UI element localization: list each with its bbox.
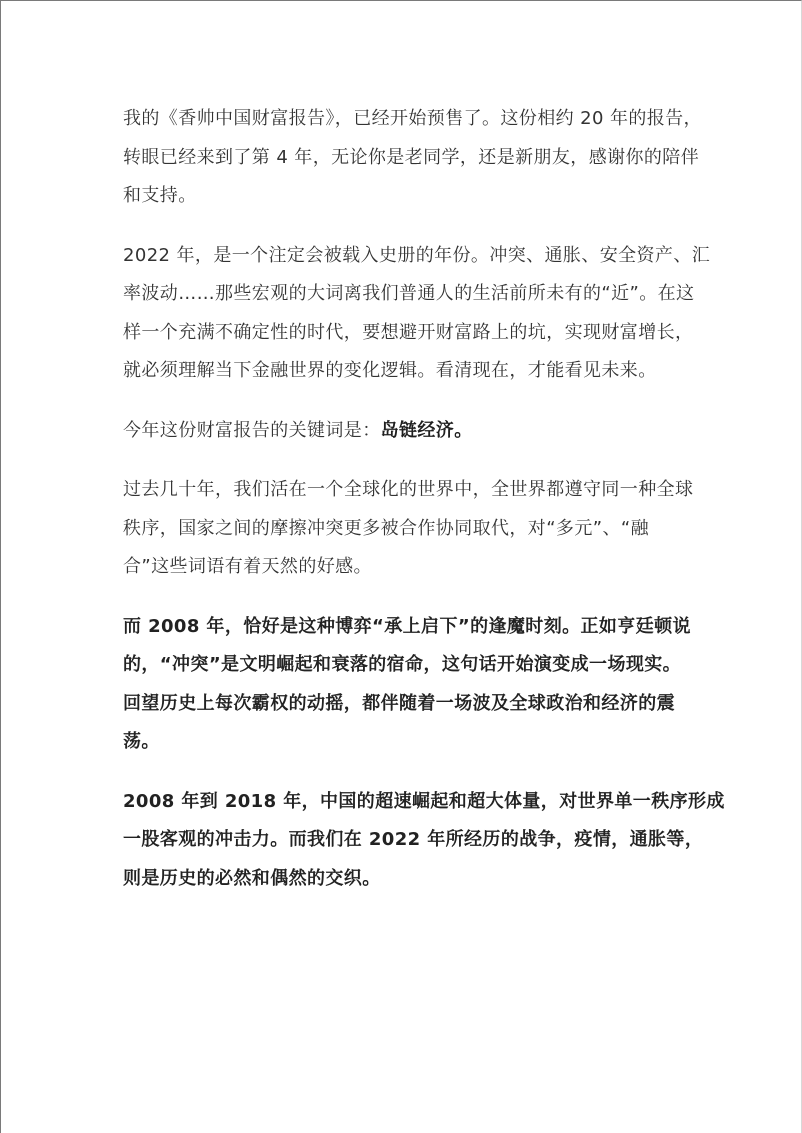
text-line: 就必须理解当下金融世界的变化逻辑。看清现在，才能看见未来。 bbox=[123, 360, 657, 381]
text-line: 秩序，国家之间的摩擦冲突更多被合作协同取代，对“多元”、“融 bbox=[123, 517, 649, 539]
text-line: 和支持。 bbox=[123, 185, 197, 206]
paragraph-keyword bbox=[123, 412, 695, 451]
text-line: 荡。 bbox=[123, 731, 160, 752]
paragraph-2008-bold bbox=[123, 608, 695, 762]
text-line: 过去几十年，我们活在一个全球化的世界中，全世界都遵守同一种全球 bbox=[123, 479, 694, 500]
text-line: 2008 年到 2018 年，中国的超速崛起和超大体量，对世界单一秩序形成 bbox=[123, 790, 725, 812]
paragraph-2008-2018-bold bbox=[123, 783, 725, 899]
keyword-highlight: 岛链经济。 bbox=[380, 419, 473, 441]
document-body bbox=[123, 100, 725, 919]
text-line bbox=[123, 412, 695, 451]
text-line: 而 2008 年，恰好是这种博弈“承上启下”的逢魔时刻。正如亨廷顿说 bbox=[123, 615, 691, 637]
text-line: 的，“冲突”是文明崛起和衰落的宿命，这句话开始演变成一场现实。 bbox=[123, 654, 682, 675]
paragraph-globalization bbox=[123, 471, 695, 587]
text-line: 转眼已经来到了第 4 年，无论你是老同学，还是新朋友，感谢你的陪伴 bbox=[123, 146, 700, 168]
text-line: 样一个充满不确定性的时代，要想避开财富路上的坑，实现财富增长， bbox=[123, 321, 694, 343]
text-line: 率波动……那些宏观的大词离我们普通人的生活前所未有的“近”。在这 bbox=[123, 283, 695, 304]
text-line: 一股客观的冲击力。而我们在 2022 年所经历的战争，疫情，通胀等， bbox=[123, 829, 704, 850]
text-line: 则是历史的必然和偶然的交织。 bbox=[123, 867, 381, 889]
paragraph-intro bbox=[123, 100, 702, 216]
text-line: 我的《香帅中国财富报告》，已经开始预售了。这份相约 20 年的报告， bbox=[123, 108, 702, 129]
text-line: 回望历史上每次霸权的动摇，都伴随着一场波及全球政治和经济的震 bbox=[123, 692, 675, 714]
text-line: 合”这些词语有着天然的好感。 bbox=[123, 556, 372, 577]
paragraph-2022 bbox=[123, 237, 711, 391]
keyword-prefix: 今年这份财富报告的关键词是： bbox=[123, 419, 381, 441]
text-line: 2022 年，是一个注定会被载入史册的年份。冲突、通胀、安全资产、汇 bbox=[123, 244, 711, 266]
